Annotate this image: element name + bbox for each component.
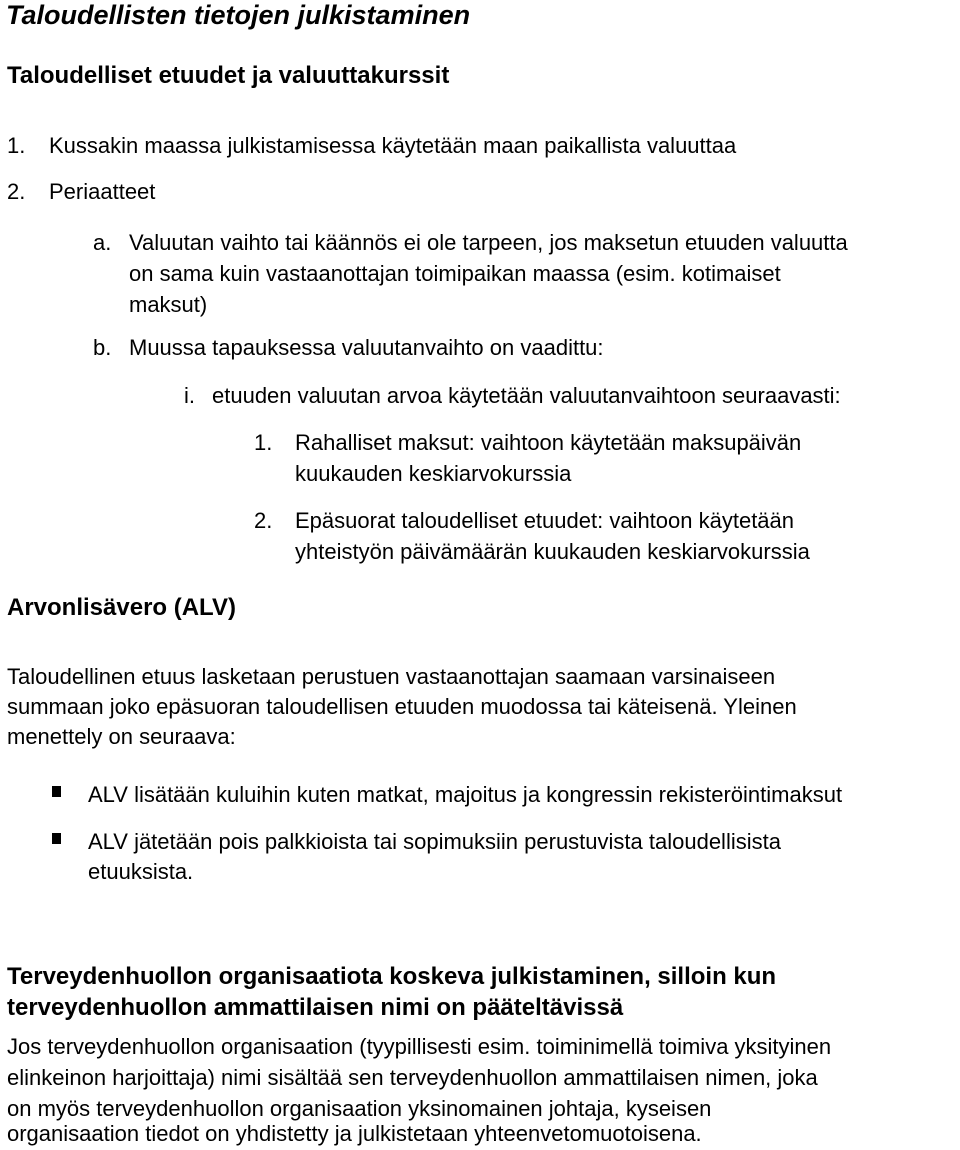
vat-paragraph-line-2: summaan joko epäsuoran taloudellisen etuuden muodossa tai käteisenä. Yleinen <box>7 694 797 719</box>
sub-list-number-2: 2. <box>254 508 273 533</box>
vat-bullet-1-line-1: ALV lisätään kuluihin kuten matkat, majoitus ja kongressin rekisteröintimaksut <box>88 782 843 807</box>
organisation-paragraph-line-1: Jos terveydenhuollon organisaation (tyypillisesti esim. toiminimellä toimiva yksityinen <box>7 1034 832 1059</box>
vat-paragraph-line-1: Taloudellinen etuus lasketaan perustuen vastaanottajan saamaan varsinaiseen <box>7 664 776 689</box>
list-item-principles: Periaatteet <box>49 179 156 204</box>
indirect-benefits-line-1: Epäsuorat taloudelliset etuudet: vaihtoon käytetään <box>295 508 795 533</box>
indirect-benefits-line-2: yhteistyön päivämäärän kuukauden keskiarvokurssia <box>295 539 810 564</box>
sub-list-number-1: 1. <box>254 430 273 455</box>
square-bullet-icon <box>52 786 61 797</box>
conversion-rule-text: etuuden valuutan arvoa käytetään valuutanvaihtoon seuraavasti: <box>212 383 841 408</box>
list-number-1: 1. <box>7 133 26 158</box>
organisation-paragraph-line-2: elinkeinon harjoittaja) nimi sisältää sen terveydenhuollon ammattilaisen nimen, joka <box>7 1065 818 1090</box>
principle-a-line-2: on sama kuin vastaanottajan toimipaikan maassa (esim. kotimaiset <box>129 261 781 286</box>
list-marker-a: a. <box>93 230 112 255</box>
organisation-paragraph-line-4: organisaation tiedot on yhdistetty ja julkistetaan yhteenvetomuotoisena. <box>7 1121 702 1146</box>
cash-payments-line-1: Rahalliset maksut: vaihtoon käytetään maksupäivän <box>295 430 802 455</box>
vat-bullet-2-line-2: etuuksista. <box>88 859 194 884</box>
list-item-local-currency: Kussakin maassa julkistamisessa käytetään maan paikallista valuuttaa <box>49 133 737 158</box>
section-heading-currency: Taloudelliset etuudet ja valuuttakurssit <box>7 62 450 89</box>
principle-a-line-1: Valuutan vaihto tai käännös ei ole tarpeen, jos maksetun etuuden valuutta <box>129 230 848 255</box>
organisation-paragraph-line-3: on myös terveydenhuollon organisaation yksinomainen johtaja, kyseisen <box>7 1096 712 1121</box>
square-bullet-icon <box>52 833 61 844</box>
principle-b-text: Muussa tapauksessa valuutanvaihto on vaadittu: <box>129 335 604 360</box>
page-title: Taloudellisten tietojen julkistaminen <box>6 0 471 30</box>
vat-paragraph-line-3: menettely on seuraava: <box>7 724 236 749</box>
list-marker-b: b. <box>93 335 112 360</box>
section-heading-organisation-line-2: terveydenhuollon ammattilaisen nimi on pääteltävissä <box>7 994 624 1021</box>
section-heading-vat: Arvonlisävero (ALV) <box>7 594 236 621</box>
section-heading-organisation-line-1: Terveydenhuollon organisaatiota koskeva julkistaminen, silloin kun <box>7 963 777 990</box>
list-marker-i: i. <box>184 383 195 408</box>
cash-payments-line-2: kuukauden keskiarvokurssia <box>295 461 572 486</box>
list-number-2: 2. <box>7 179 26 204</box>
principle-a-line-3: maksut) <box>129 292 208 317</box>
vat-bullet-2-line-1: ALV jätetään pois palkkioista tai sopimuksiin perustuvista taloudellisista <box>88 829 781 854</box>
